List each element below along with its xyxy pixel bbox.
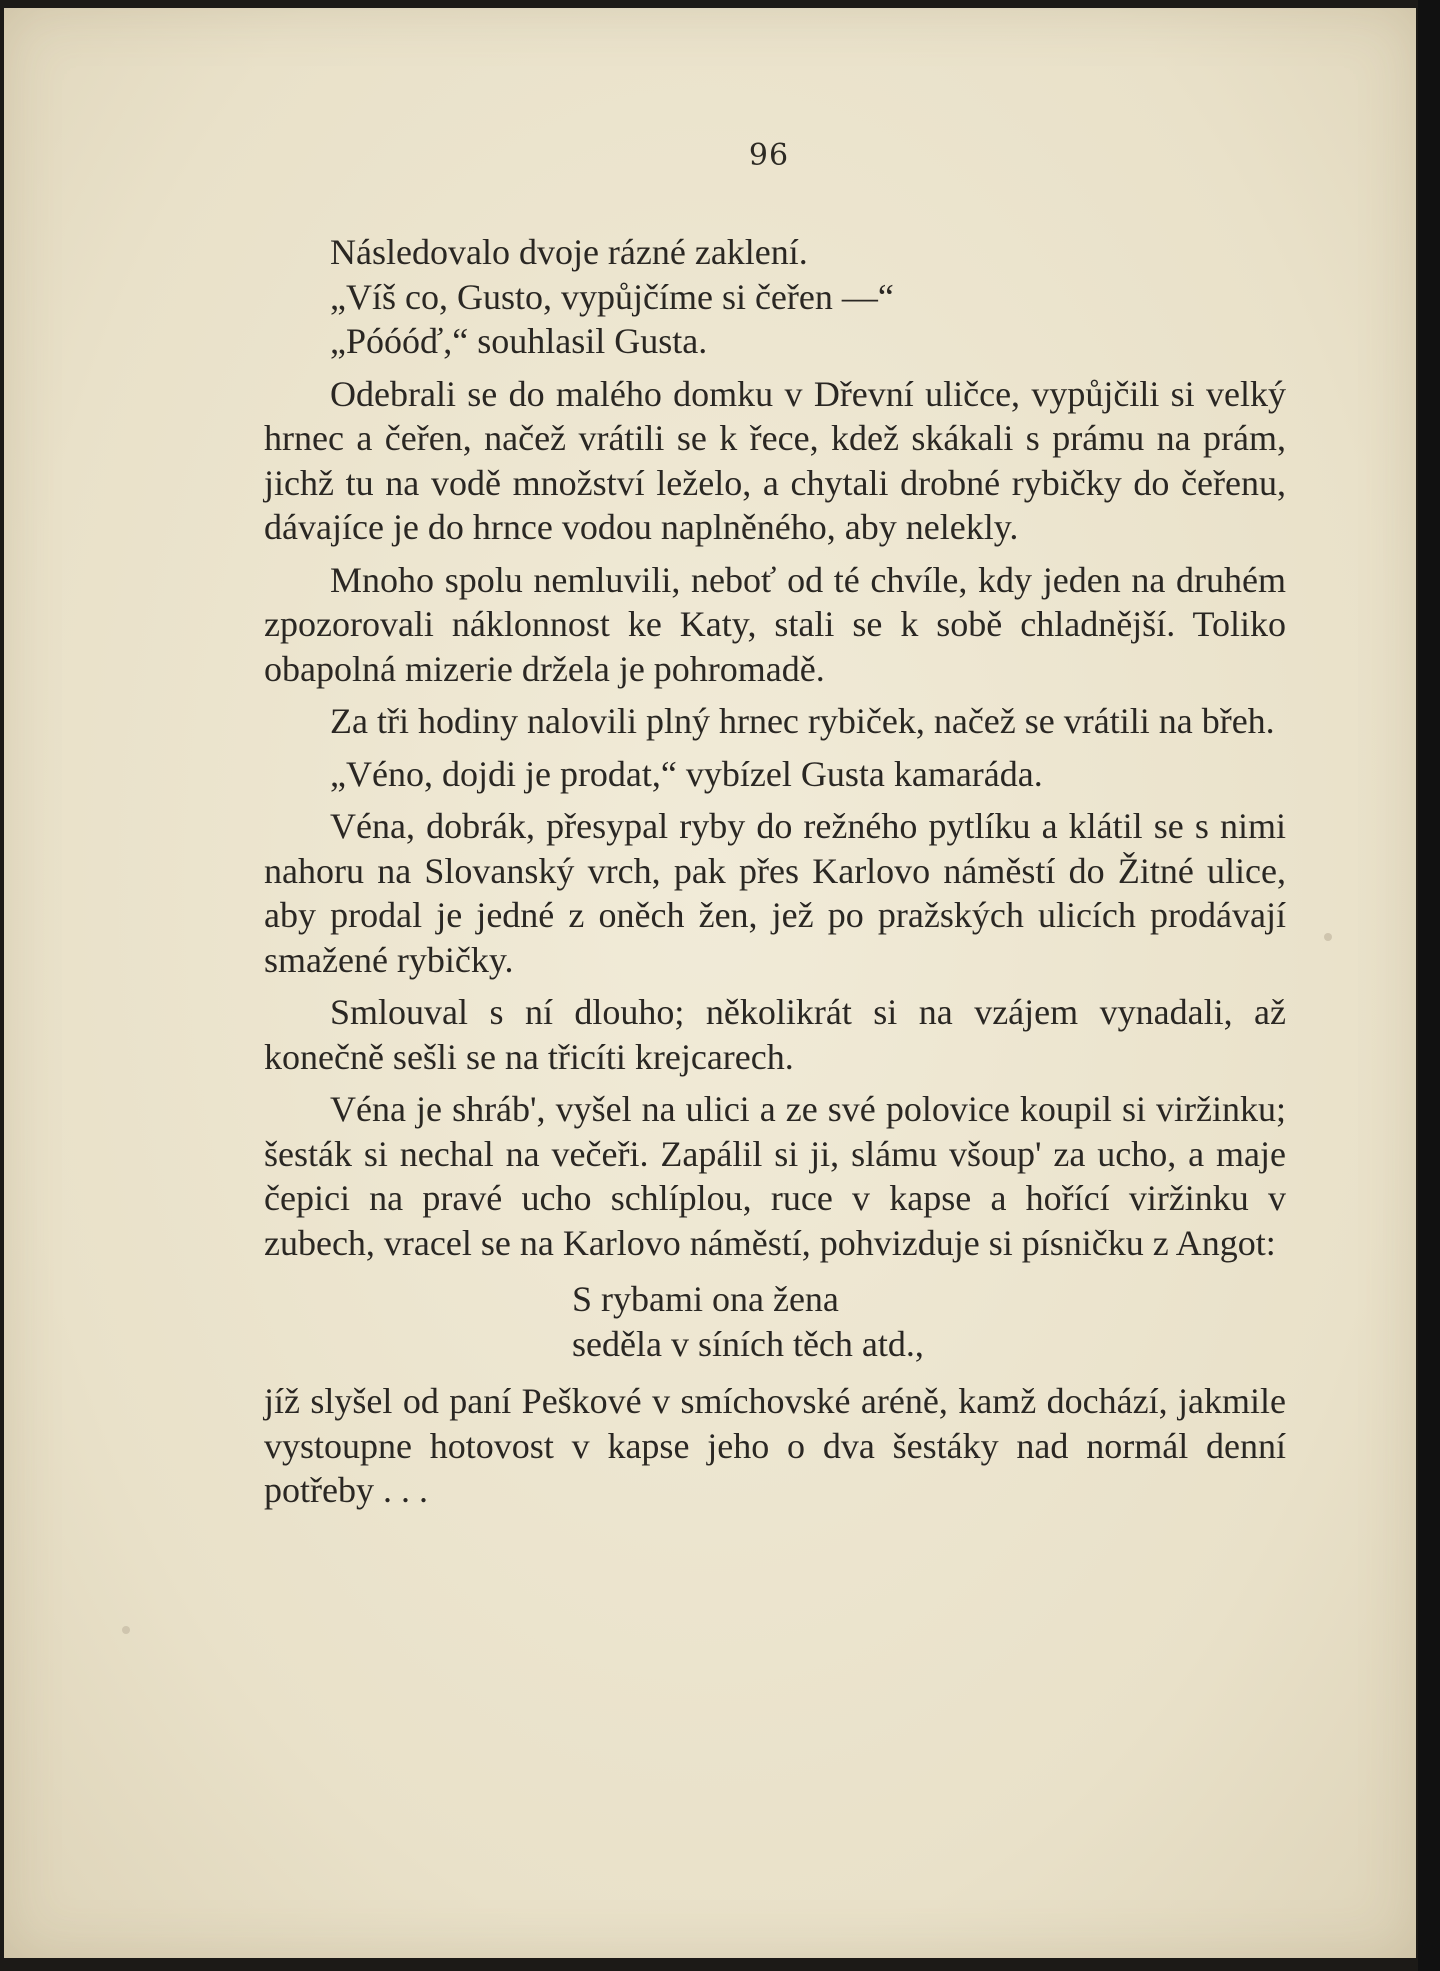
paragraph: Odebrali se do malého domku v Dřevní uličce, vypůjčili si velký hrnec a čeřen, načež vrátili se k řece, kdež skákali s prámu na prám, jichž tu na vodě množství leželo, a chytali drobné rybičky do čeřenu, dávajíce je do hrnce vodou naplněného, aby nelekly. [264,373,1286,547]
page-body [264,230,1286,1521]
paragraph: Následovalo dvoje rázné zaklení. [330,232,808,272]
paper-speck [122,1626,130,1634]
verse-line: S rybami ona žena [572,1279,839,1319]
paragraph: „Véno, dojdi je prodat,“ vybízel Gusta kamaráda. [330,753,1043,794]
verse-line: seděla v síních těch atd., [572,1324,924,1364]
paragraph: „Póóóď,“ souhlasil Gusta. [330,321,708,361]
paragraph: „Víš co, Gusto, vypůjčíme si čeřen —“ [330,276,894,317]
page-number: 96 [748,138,790,173]
paragraph: Mnoho spolu nemluvili, neboť od té chvíle, kdy jeden na druhém zpozorovali náklonnost ke Katy, stali se k sobě chladnější. Toliko obapolná mizerie držela je pohromadě. [264,559,1286,689]
book-page [4,8,1416,1958]
paragraph: Smlouval s ní dlouho; několikrát si na vzájem vynadali, až konečně sešli se na třicíti krejcarech. [264,992,1286,1077]
paragraph: Za tři hodiny nalovili plný hrnec rybiček, načež se vrátili na břeh. [330,701,1275,741]
paragraph: Véna je shráb', vyšel na ulici a ze své polovice koupil si viržinku; šesták si nechal na večeři. Zapálil si ji, slámu všoup' za ucho, a maje čepici na pravé ucho schlíplou, ruce v kapse a hořící viržinku v zubech, vracel se na Karlovo náměstí, pohvizduje si písničku z Angot: [264,1089,1286,1263]
verse-quote [572,1277,1286,1367]
closing-paragraph: jíž slyšel od paní Peškové v smíchovské aréně, kamž dochází, jakmile vystoupne hotovost v kapse jeho o dva šestáky nad normál denní potřeby . . . [264,1381,1286,1510]
paragraph: Véna, dobrák, přesypal ryby do režného pytlíku a klátil se s nimi nahoru na Slovanský vrch, pak přes Karlovo náměstí do Žitné ulice, aby prodal je jedné z oněch žen, jež po pražských ulicích prodávají smažené rybičky. [264,806,1286,980]
scan-border [1418,0,1440,1971]
paper-speck [1324,933,1332,941]
